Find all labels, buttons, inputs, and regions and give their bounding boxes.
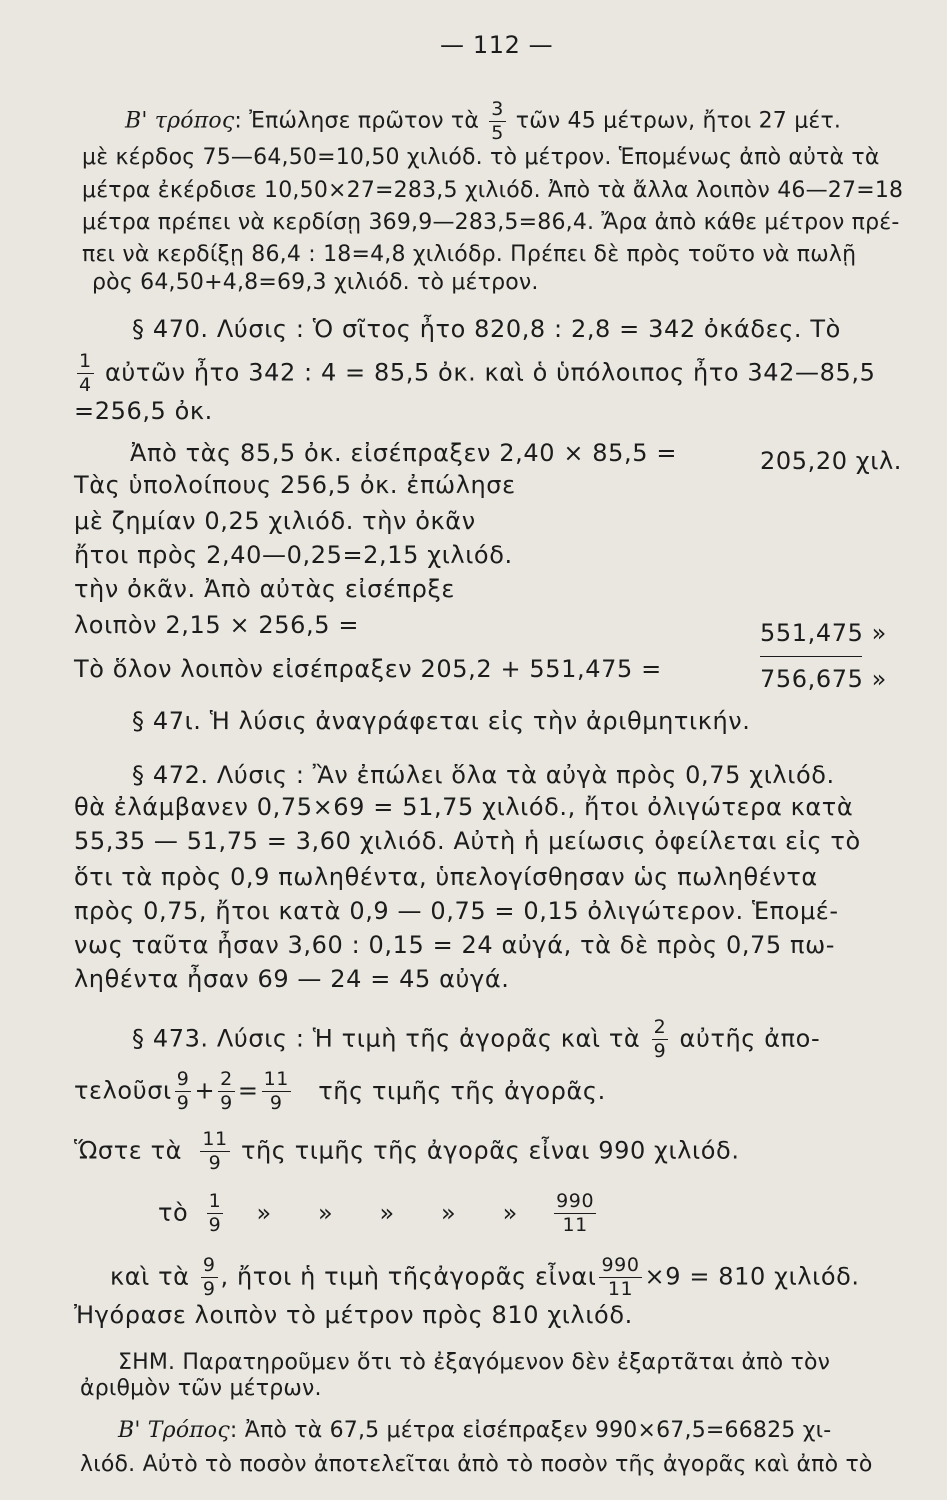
text-line-27: Ὥστε τὰ $\frac{11}{9}$ τῆς τιμῆς τῆς ἀγορᾶς εἶναι 990 χιλιόδ. xyxy=(74,1128,740,1174)
text-line-12: μὲ ζημίαν 0,25 χιλιόδ. τὴν ὀκᾶν xyxy=(74,507,476,535)
fraction: $\frac{11}{9}$ xyxy=(263,1068,289,1114)
text-line-19: θὰ ἐλάμβανεν 0,75×69 = 51,75 χιλιόδ., ἤτοι ὀλιγώτερα κατὰ xyxy=(74,793,854,821)
text-line-8: $\frac{1}{4}$ αὐτῶν ἦτο 342 : 4 = 85,5 ὀκ. καὶ ὁ ὑπόλοιπος ἦτο 342—85,5 xyxy=(79,350,876,396)
text-line-23: νως ταῦτα ἦσαν 3,60 : 0,15 = 24 αὐγά, τὰ δὲ πρὸς 0,75 πω- xyxy=(74,931,836,959)
text-line-29: καὶ τὰ $\frac{9}{9}$ , ἤτοι ἡ τιμὴ τῆςἀγορᾶς εἶναι $\frac{990}{11}$ ×9 = 810 χιλιόδ. xyxy=(110,1254,860,1300)
amount-205: 205,20 χιλ. xyxy=(760,447,903,475)
section-471: § 47ι. Ἡ λύσις ἀναγράφεται εἰς τὴν ἀριθμητικήν. xyxy=(132,707,751,735)
text-line-13: ἤτοι πρὸς 2,40—0,25=2,15 χιλιόδ. xyxy=(74,541,513,569)
text-line-15: λοιπὸν 2,15 × 256,5 = xyxy=(74,611,360,639)
text-line-24: ληθέντα ἦσαν 69 — 24 = 45 αὐγά. xyxy=(74,965,510,993)
text-line-26: τελοῦσι $\frac{9}{9}$ + $\frac{2}{9}$ = $\frac{11}{9}$ τῆς τιμῆς τῆς ἀγορᾶς. xyxy=(74,1068,606,1114)
text-line-20: 55,35 — 51,75 = 3,60 χιλιόδ. Αὐτὴ ἡ μείωσις ὀφείλεται εἰς τὸ xyxy=(74,827,861,855)
fraction: $\frac{990}{11}$ xyxy=(601,1254,640,1300)
page-number: — 112 — xyxy=(440,31,554,59)
text-line-16: Τὸ ὅλον λοιπὸν εἰσέπραξεν 205,2 + 551,475 = xyxy=(74,655,662,683)
text-line-14: τὴν ὀκᾶν. Ἀπὸ αὐτὰς εἰσέπρξε xyxy=(74,575,455,603)
text-line-9: =256,5 ὀκ. xyxy=(74,397,213,425)
fraction: $\frac{2}{9}$ xyxy=(220,1068,233,1114)
text-line-22: πρὸς 0,75, ἤτοι κατὰ 0,9 — 0,75 = 0,15 ὀλιγώτερον. Ἑπομέ- xyxy=(74,897,839,925)
fraction: $\frac{1}{9}$ xyxy=(208,1190,222,1236)
text-line-33: Β' Τρόπος: Ἀπὸ τὰ 67,5 μέτρα εἰσέπραξεν 990×67,5=66825 χι- xyxy=(118,1418,832,1443)
text-line-4: μέτρα πρέπει νὰ κερδίσῃ 369,9—283,5=86,4. Ἄρα ἀπὸ κάθε μέτρον πρέ- xyxy=(82,210,900,235)
text-line-5: πει νὰ κερδίξῃ 86,4 : 18=4,8 χιλιόδρ. Πρέπει δὲ πρὸς τοῦτο νὰ πωλῇ xyxy=(82,242,857,267)
fraction: $\frac{11}{9}$ xyxy=(202,1128,228,1174)
amount-551: 551,475 » xyxy=(760,619,887,647)
fraction: $\frac{990}{11}$ xyxy=(556,1190,595,1236)
text-line-6: ρὸς 64,50+4,8=69,3 χιλιόδ. τὸ μέτρον. xyxy=(92,270,539,295)
text-line-3: μέτρα ἐκέρδισε 10,50×27=283,5 χιλιόδ. Ἀπὸ τὰ ἄλλα λοιπὸν 46—27=18 xyxy=(82,178,904,203)
section-472-heading: § 472. Λύσις : Ἂν ἐπώλει ὅλα τὰ αὐγὰ πρὸς 0,75 χιλιόδ. xyxy=(132,761,835,789)
sum-rule xyxy=(760,656,862,657)
fraction: $\frac{2}{9}$ xyxy=(653,1016,667,1062)
method-label: Β' Τρόπος xyxy=(118,1418,230,1443)
text-line-34: λιόδ. Αὐτὸ τὸ ποσὸν ἀποτελεῖται ἀπὸ τὸ ποσὸν τῆς ἀγορᾶς καὶ ἀπὸ τὸ xyxy=(80,1452,873,1477)
text-line-2: μὲ κέρδος 75—64,50=10,50 χιλιόδ. τὸ μέτρον. Ἑπομένως ἀπὸ αὐτὰ τὰ xyxy=(82,145,880,170)
fraction: $\frac{9}{9}$ xyxy=(176,1068,190,1114)
section-473-heading: § 473. Λύσις : Ἡ τιμὴ τῆς ἀγορᾶς καὶ τὰ $\frac{2}{9}$ αὐτῆς ἀπο- xyxy=(132,1016,821,1062)
text-line-30: Ἠγόρασε λοιπὸν τὸ μέτρον πρὸς 810 χιλιόδ. xyxy=(74,1301,633,1329)
text-line-1: Β' τρόπος: Ἐπώλησε πρῶτον τὰ $\frac{3}{5}$ τῶν 45 μέτρων, ἤτοι 27 μέτ. xyxy=(125,98,842,144)
text-line-28: τὸ $\frac{1}{9}$ » » » » » $\frac{990}{11}$ xyxy=(158,1190,595,1236)
text-line-10: Ἀπὸ τὰς 85,5 ὀκ. εἰσέπραξεν 2,40 × 85,5 = xyxy=(130,439,678,467)
note-line-1: ΣΗΜ. Παρατηροῦμεν ὅτι τὸ ἐξαγόμενον δὲν ἐξαρτᾶται ἀπὸ τὸν xyxy=(118,1350,831,1375)
note-line-2: ἀριθμὸν τῶν μέτρων. xyxy=(80,1376,322,1401)
text-line-11: Τὰς ὑπολοίπους 256,5 ὀκ. ἐπώλησε xyxy=(74,471,516,499)
fraction: $\frac{9}{9}$ xyxy=(202,1254,216,1300)
method-label: Β' τρόπος xyxy=(125,108,235,134)
fraction: $\frac{1}{4}$ xyxy=(79,350,92,396)
fraction: $\frac{3}{5}$ xyxy=(491,98,504,144)
amount-756: 756,675 » xyxy=(760,665,887,693)
text-line-21: ὅτι τὰ πρὸς 0,9 πωληθέντα, ὑπελογίσθησαν ὡς πωληθέντα xyxy=(74,863,818,891)
section-470-heading: § 470. Λύσις : Ὁ σῖτος ἦτο 820,8 : 2,8 = 342 ὀκάδες. Τὸ xyxy=(132,315,841,343)
